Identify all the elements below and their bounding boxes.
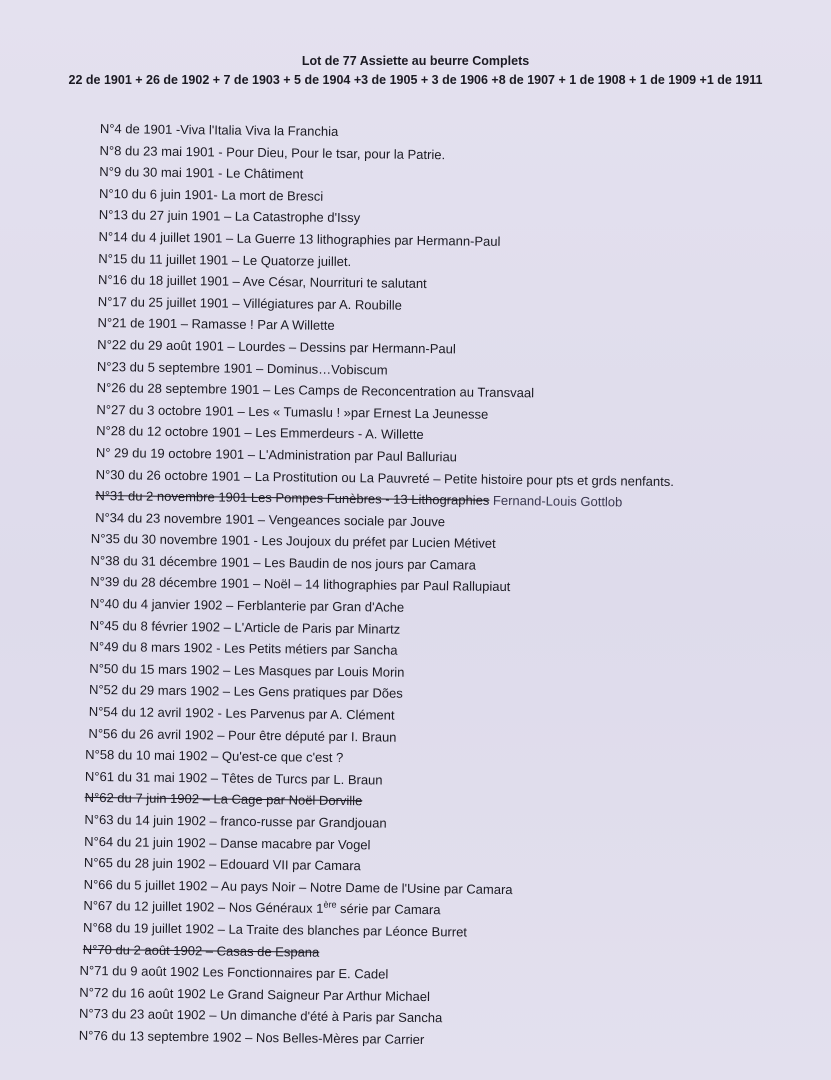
list-item: N°50 du 15 mars 1902 – Les Masques par Louis Morin	[89, 660, 405, 680]
document-title: Lot de 77 Assiette au beurre Complets	[301, 54, 530, 68]
entry-text-end: série par Camara	[336, 901, 441, 918]
document-header	[0, 52, 831, 90]
list-item: N°58 du 10 mai 1902 – Qu'est-ce que c'est ?	[85, 747, 344, 766]
list-item: N°9 du 30 mai 1901 - Le Châtiment	[99, 164, 304, 182]
issue-list	[78, 118, 800, 1055]
list-item: N°64 du 21 juin 1902 – Danse macabre par Vogel	[84, 833, 371, 852]
list-item: N°61 du 31 mai 1902 – Têtes de Turcs par L. Braun	[84, 768, 383, 788]
list-item: N°14 du 4 juillet 1901 – La Guerre 13 lithographies par Hermann-Paul	[98, 228, 501, 249]
list-item: N°35 du 30 novembre 1901 - Les Joujoux du préfet par Lucien Métivet	[90, 531, 496, 552]
entry-text: N°67 du 12 juillet 1902 – Nos Généraux 1	[83, 898, 324, 917]
list-item: N°63 du 14 juin 1902 – franco-russe par Grandjouan	[84, 811, 387, 831]
list-item: N°10 du 6 juin 1901- La mort de Bresci	[98, 185, 324, 204]
list-item: N°49 du 8 mars 1902 - Les Petits métiers par Sancha	[89, 639, 398, 658]
list-item: N° 29 du 19 octobre 1901 – L'Administration par Paul Balluriau	[95, 444, 458, 465]
list-item: N°71 du 9 août 1902 Les Fonctionnaires par E. Cadel	[79, 962, 389, 982]
list-item: N°73 du 23 août 1902 – Un dimanche d'été à Paris par Sancha	[78, 1006, 443, 1026]
list-item: N°66 du 5 juillet 1902 – Au pays Noir – Notre Dame de l'Usine par Camara	[83, 876, 513, 897]
list-item: N°21 de 1901 – Ramasse ! Par A Willette	[97, 315, 335, 334]
list-item: N°72 du 16 août 1902 Le Grand Saigneur Par Arthur Michael	[79, 984, 431, 1004]
artist-name: Fernand-Louis Gottlob	[492, 492, 623, 510]
list-item: N°52 du 29 mars 1902 – Les Gens pratiques par Dões	[88, 682, 403, 702]
list-item: N°38 du 31 décembre 1901 – Les Baudin de nos jours par Camara	[90, 552, 476, 573]
list-item: N°17 du 25 juillet 1901 – Villégiatures par A. Roubille	[97, 293, 402, 313]
list-item: N°23 du 5 septembre 1901 – Dominus…Vobiscum	[96, 358, 388, 378]
struck-text: N°31 du 2 novembre 1901 Les Pompes Funèbres - 13 Lithographies	[95, 488, 490, 508]
list-item: N°54 du 12 avril 1902 - Les Parvenus par A. Clément	[88, 703, 395, 723]
list-item: N°56 du 26 avril 1902 – Pour être député par I. Braun	[88, 725, 397, 745]
list-item: N°40 du 4 janvier 1902 – Ferblanterie par Gran d'Ache	[89, 595, 405, 615]
list-item: N°39 du 28 décembre 1901 – Noël – 14 lithographies par Paul Rallupiaut	[90, 574, 511, 595]
list-item: N°16 du 18 juillet 1901 – Ave César, Nourrituri te salutant	[97, 272, 427, 292]
list-item: N°27 du 3 octobre 1901 – Les « Tumaslu ! »par Ernest La Jeunesse	[96, 401, 489, 422]
list-item: N°13 du 27 juin 1901 – La Catastrophe d'Issy	[98, 207, 361, 226]
ordinal-superscript: ère	[323, 899, 337, 910]
list-item: N°34 du 23 novembre 1901 – Vengeances sociale par Jouve	[95, 509, 446, 529]
list-item: N°26 du 28 septembre 1901 – Les Camps de Reconcentration au Transvaal	[96, 380, 535, 401]
list-item: N°30 du 26 octobre 1901 – La Prostitution ou La Pauvreté – Petite histoire pour pts et grds nenfants.	[95, 466, 674, 489]
list-item: N°4 de 1901 -Viva l'Italia Viva la Franchia	[99, 120, 339, 139]
list-item: N°65 du 28 juin 1902 – Edouard VII par Camara	[83, 855, 361, 874]
list-item: N°68 du 19 juillet 1902 – La Traite des blanches par Léonce Burret	[83, 919, 468, 940]
list-item: N°22 du 29 août 1901 – Lourdes – Dessins par Hermann-Paul	[97, 336, 456, 357]
list-item: N°8 du 23 mai 1901 - Pour Dieu, Pour le tsar, pour la Patrie.	[99, 142, 446, 162]
list-item: N°76 du 13 septembre 1902 – Nos Belles-Mères par Carrier	[78, 1027, 425, 1047]
list-item-struck: N°70 du 2 août 1902 – Casas de Espana	[82, 941, 320, 960]
list-item: N°28 du 12 octobre 1901 – Les Emmerdeurs - A. Willette	[96, 423, 424, 443]
list-item: N°45 du 8 février 1902 – L'Article de Paris par Minartz	[89, 617, 401, 637]
list-item: N°15 du 11 juillet 1901 – Le Quatorze juillet.	[98, 250, 352, 269]
document-subtitle: 22 de 1901 + 26 de 1902 + 7 de 1903 + 5 de 1904 +3 de 1905 + 3 de 1906 +8 de 1907 + 1 de 1908 + 1 de 1909 +1 de 1911	[68, 73, 763, 87]
list-item-struck: N°62 du 7 juin 1902 – La Cage par Noël Dorville	[84, 790, 363, 809]
